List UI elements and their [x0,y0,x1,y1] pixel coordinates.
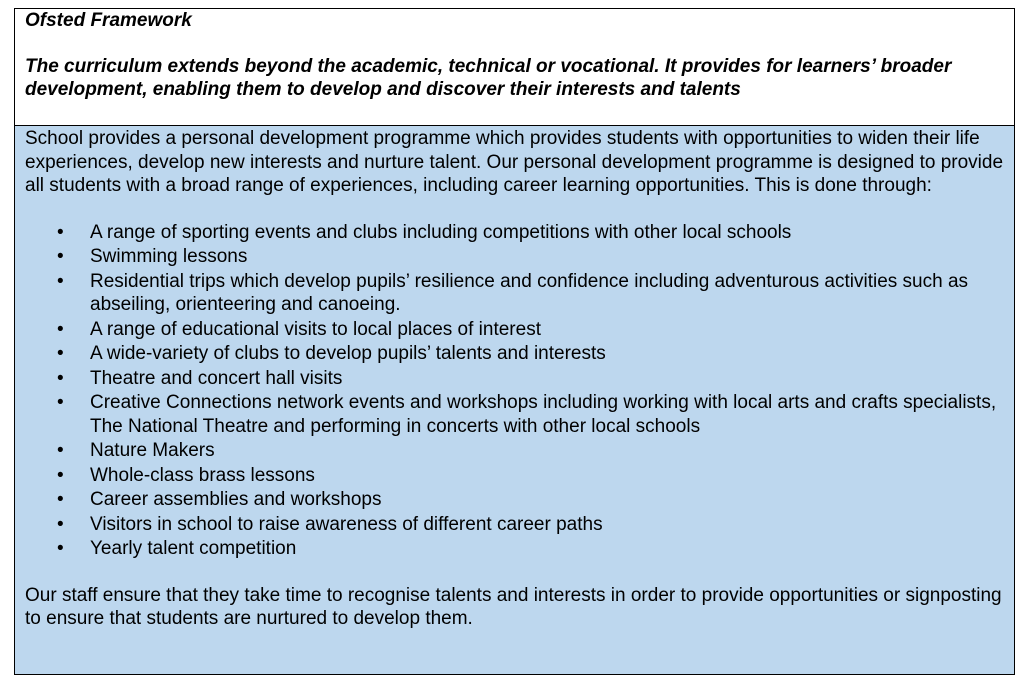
list-item [25,464,1004,488]
bullet-icon: • [57,343,64,364]
list-item-text: Residential trips which develop pupils’ resilience and confidence including adventurous activities such as abseiling, orienteering and canoeing. [90,270,969,315]
bullet-icon: • [57,318,64,340]
bullet-icon: • [57,538,64,559]
list-item-text: Creative Connections network events and workshops including working with local arts and crafts specialists, The National Theatre and performing in concerts with other local schools [90,392,997,437]
bullet-icon: • [57,489,64,510]
list-item [25,367,1004,391]
bullet-icon: • [57,440,64,461]
list-item-text: A range of sporting events and clubs including competitions with other local schools [90,221,792,243]
list-item-text: Career assemblies and workshops [90,489,382,510]
framework-table [14,8,1015,675]
list-item-text: Yearly talent competition [90,538,297,559]
list-item-text: Nature Makers [90,440,215,461]
table-body-cell [15,126,1014,674]
list-item [25,488,1004,512]
framework-statement: The curriculum extends beyond the academic, technical or vocational. It provides for learners’ broader development, enabling them to develop and discover their interests and talents [25,56,952,100]
bullet-icon: • [57,464,64,486]
list-item [25,270,1004,317]
list-item-text: A range of educational visits to local places of interest [90,318,541,340]
list-item-text: Theatre and concert hall visits [90,367,343,389]
closing-paragraph: Our staff ensure that they take time to recognise talents and interests in order to provide opportunities or signposting to ensure that students are nurtured to develop them. [25,584,1002,629]
list-item [25,318,1004,342]
list-item-text: Whole-class brass lessons [90,464,315,486]
list-item-text: A wide-variety of clubs to develop pupils’ talents and interests [90,343,606,364]
bullet-icon: • [57,392,64,413]
table-header-cell [15,9,1014,126]
bullet-icon: • [57,221,64,243]
list-item [25,391,1004,438]
list-item [25,513,1004,537]
list-item [25,537,1004,561]
bullet-icon: • [57,246,64,267]
list-item [25,439,1004,463]
list-item [25,245,1004,269]
list-item [25,221,1004,245]
list-item-text: Swimming lessons [90,246,248,267]
framework-title: Ofsted Framework [25,10,192,31]
bullet-icon: • [57,367,64,389]
list-item [25,342,1004,366]
bullet-icon: • [57,270,64,292]
intro-paragraph: School provides a personal development programme which provides students with opportunities to widen their life experiences, develop new interests and nurture talent. Our personal development programme is designed to provide all students with a broad range of experiences, including career learning opportunities. This is done through: [25,128,1004,196]
activity-list [25,221,1004,561]
list-item-text: Visitors in school to raise awareness of different career paths [90,513,603,535]
bullet-icon: • [57,513,64,535]
